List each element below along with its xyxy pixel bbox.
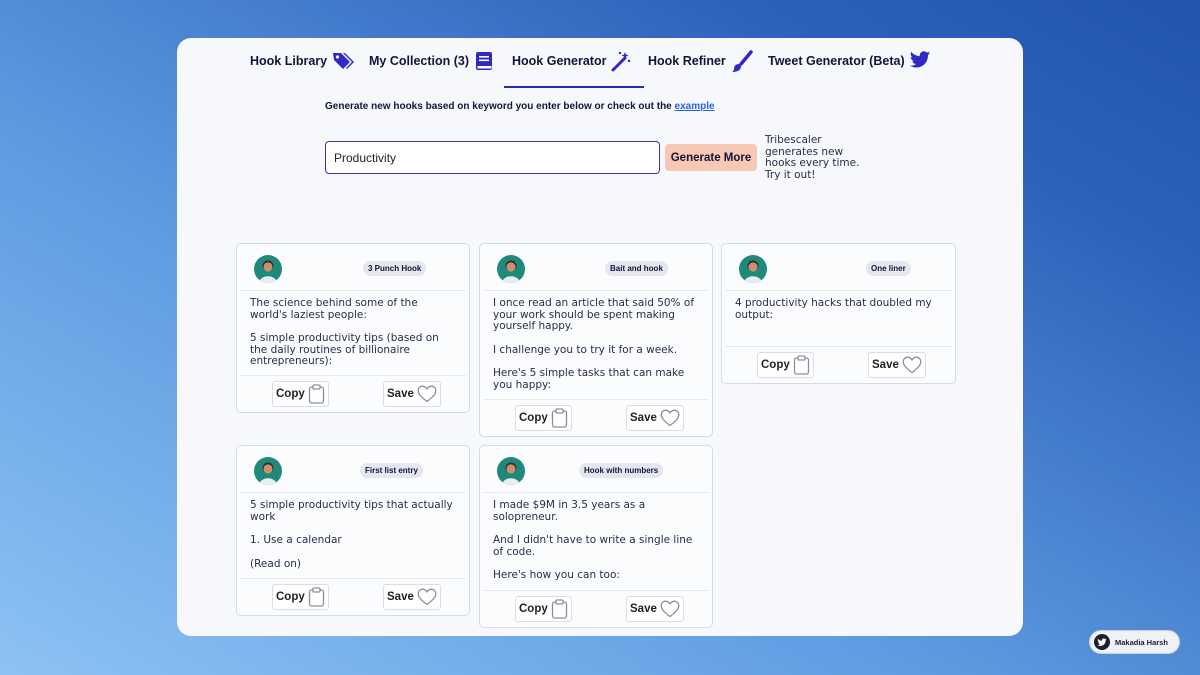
save-label: Save — [630, 412, 657, 424]
card-body — [722, 291, 955, 321]
card-actions — [240, 375, 466, 412]
save-label: Save — [387, 591, 414, 603]
save-label: Save — [872, 359, 899, 371]
hook-type-badge: One liner — [866, 261, 911, 276]
hook-text: I challenge you to try it for a week. — [493, 343, 678, 356]
magic-wand-icon — [610, 50, 632, 72]
keyword-input[interactable] — [325, 141, 660, 174]
hook-type-badge: 3 Punch Hook — [363, 261, 426, 276]
avatar — [254, 457, 282, 485]
clipboard-icon — [308, 587, 325, 607]
copy-button[interactable] — [272, 584, 329, 610]
twitter-bird-icon — [909, 50, 931, 70]
heart-icon — [660, 409, 680, 427]
card-header — [240, 446, 466, 493]
helper-message: Generate new hooks based on keyword you enter below or check out the — [325, 101, 675, 112]
card-header — [725, 244, 952, 291]
book-icon — [473, 50, 495, 72]
save-label: Save — [630, 603, 657, 615]
clipboard-icon — [308, 384, 325, 404]
hook-type-badge: First list entry — [360, 463, 423, 478]
brush-icon — [730, 50, 754, 74]
example-link[interactable]: example — [674, 101, 715, 112]
app-panel — [177, 38, 1023, 636]
hook-text: 4 productivity hacks that doubled my output: — [735, 297, 932, 321]
helper-text — [325, 101, 715, 112]
clipboard-icon — [551, 599, 568, 619]
hook-card — [236, 445, 470, 616]
avatar — [497, 457, 525, 485]
tab-hook-generator[interactable] — [512, 50, 632, 88]
tab-label: Hook Generator — [512, 54, 607, 68]
heart-icon — [417, 385, 437, 403]
copy-button[interactable] — [515, 405, 572, 431]
card-actions — [725, 346, 952, 383]
credit-name: Makadia Harsh — [1115, 637, 1168, 647]
clipboard-icon — [551, 408, 568, 428]
tab-hook-library[interactable] — [250, 50, 355, 88]
hook-card — [721, 243, 956, 384]
card-header — [240, 244, 466, 291]
copy-label: Copy — [519, 603, 548, 615]
tab-label: Hook Library — [250, 54, 328, 68]
card-header — [483, 446, 709, 493]
clipboard-icon — [793, 355, 810, 375]
tab-label: My Collection (3) — [369, 54, 470, 68]
heart-icon — [417, 588, 437, 606]
hook-text: And I didn't have to write a single line of code. — [493, 534, 693, 558]
tab-my-collection[interactable] — [369, 50, 495, 88]
hook-text: (Read on) — [250, 557, 301, 570]
card-actions — [240, 578, 466, 615]
tab-bar — [177, 38, 1023, 88]
heart-icon — [902, 356, 922, 374]
card-body — [237, 291, 469, 368]
copy-button[interactable] — [272, 381, 329, 407]
copy-label: Copy — [519, 412, 548, 424]
hook-text: The science behind some of the world's laziest people: — [250, 297, 418, 321]
hook-type-badge: Bait and hook — [605, 261, 668, 276]
save-button[interactable] — [626, 596, 684, 622]
copy-button[interactable] — [757, 352, 814, 378]
hook-text: 5 simple productivity tips that actually work — [250, 499, 453, 523]
card-body — [480, 291, 712, 392]
twitter-bird-icon — [1094, 634, 1110, 650]
card-body — [237, 493, 469, 570]
generator-tip: Tribescaler generates new hooks every time. Try it out! — [765, 134, 860, 181]
save-button[interactable] — [626, 405, 684, 431]
card-header — [483, 244, 709, 291]
card-actions — [483, 590, 709, 627]
hook-text: I made $9M in 3.5 years as a solopreneur. — [493, 499, 646, 523]
hook-type-badge: Hook with numbers — [579, 463, 663, 478]
tab-tweet-generator[interactable] — [768, 50, 931, 88]
card-body — [480, 493, 712, 582]
hook-card — [479, 445, 713, 628]
generate-more-button[interactable]: Generate More — [665, 144, 757, 171]
save-label: Save — [387, 388, 414, 400]
tab-label: Tweet Generator (Beta) — [768, 54, 905, 68]
hook-card — [479, 243, 713, 437]
avatar — [254, 255, 282, 283]
copy-label: Copy — [276, 388, 305, 400]
avatar — [497, 255, 525, 283]
card-actions — [483, 399, 709, 436]
copy-button[interactable] — [515, 596, 572, 622]
hook-card — [236, 243, 470, 413]
heart-icon — [660, 600, 680, 618]
hook-text: Here's how you can too: — [493, 569, 620, 582]
save-button[interactable] — [383, 381, 441, 407]
hook-text: Here's 5 simple tasks that can make you happy: — [493, 367, 685, 391]
copy-label: Copy — [276, 591, 305, 603]
tab-label: Hook Refiner — [648, 54, 726, 68]
copy-label: Copy — [761, 359, 790, 371]
author-credit-badge[interactable] — [1089, 630, 1180, 654]
avatar — [739, 255, 767, 283]
hook-text: 5 simple productivity tips (based on the daily routines of billionaire entrepreneurs): — [250, 332, 439, 368]
hook-text: 1. Use a calendar — [250, 534, 342, 547]
tab-hook-refiner[interactable] — [648, 50, 754, 88]
save-button[interactable] — [868, 352, 926, 378]
save-button[interactable] — [383, 584, 441, 610]
hook-text: I once read an article that said 50% of your work should be spent making yourself happy. — [493, 297, 695, 333]
tags-icon — [331, 50, 355, 72]
